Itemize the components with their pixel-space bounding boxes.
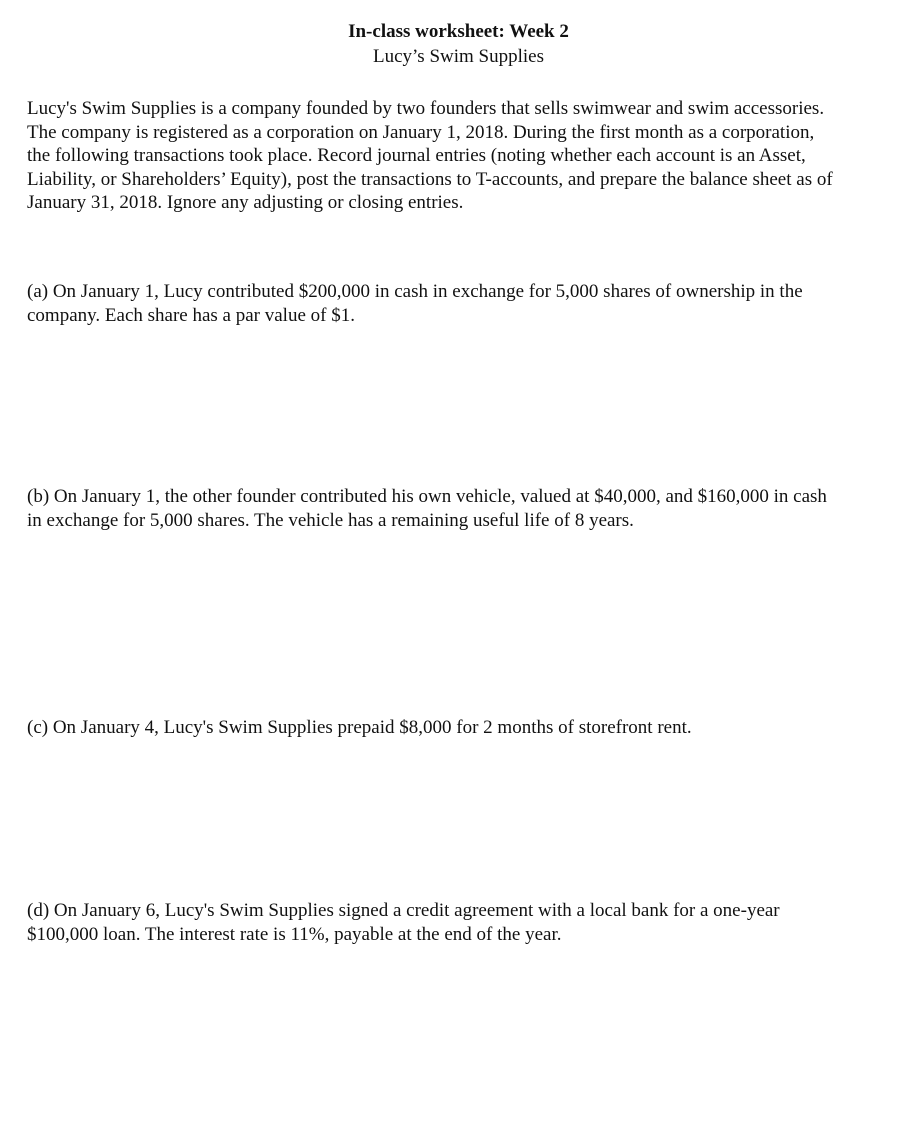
question-a: (a) On January 1, Lucy contributed $200,000 in cash in exchange for 5,000 shares of ownership in the company. Each share has a par value of $1. bbox=[27, 281, 803, 326]
question-b: (b) On January 1, the other founder contributed his own vehicle, valued at $40,000, and $160,000 in cash in exchange for 5,000 shares. The vehicle has a remaining useful life of 8 years. bbox=[27, 486, 827, 531]
intro-paragraph: Lucy's Swim Supplies is a company founded by two founders that sells swimwear and swim accessories. The company is registered as a corporation on January 1, 2018. During the first month as a corporation, the following transactions took place. Record journal entries (noting whether each account is an Asset, Liability, or Shareholders’ Equity), post the transactions to T-accounts, and prepare the balance sheet as of January 31, 2018. Ignore any adjusting or closing entries. bbox=[27, 98, 833, 213]
question-d: (d) On January 6, Lucy's Swim Supplies signed a credit agreement with a local bank for a one-year $100,000 loan. The interest rate is 11%, payable at the end of the year. bbox=[27, 900, 780, 945]
question-c: (c) On January 4, Lucy's Swim Supplies prepaid $8,000 for 2 months of storefront rent. bbox=[27, 717, 692, 738]
worksheet-title: In-class worksheet: Week 2 bbox=[348, 21, 569, 42]
company-name-subtitle: Lucy’s Swim Supplies bbox=[372, 46, 544, 67]
